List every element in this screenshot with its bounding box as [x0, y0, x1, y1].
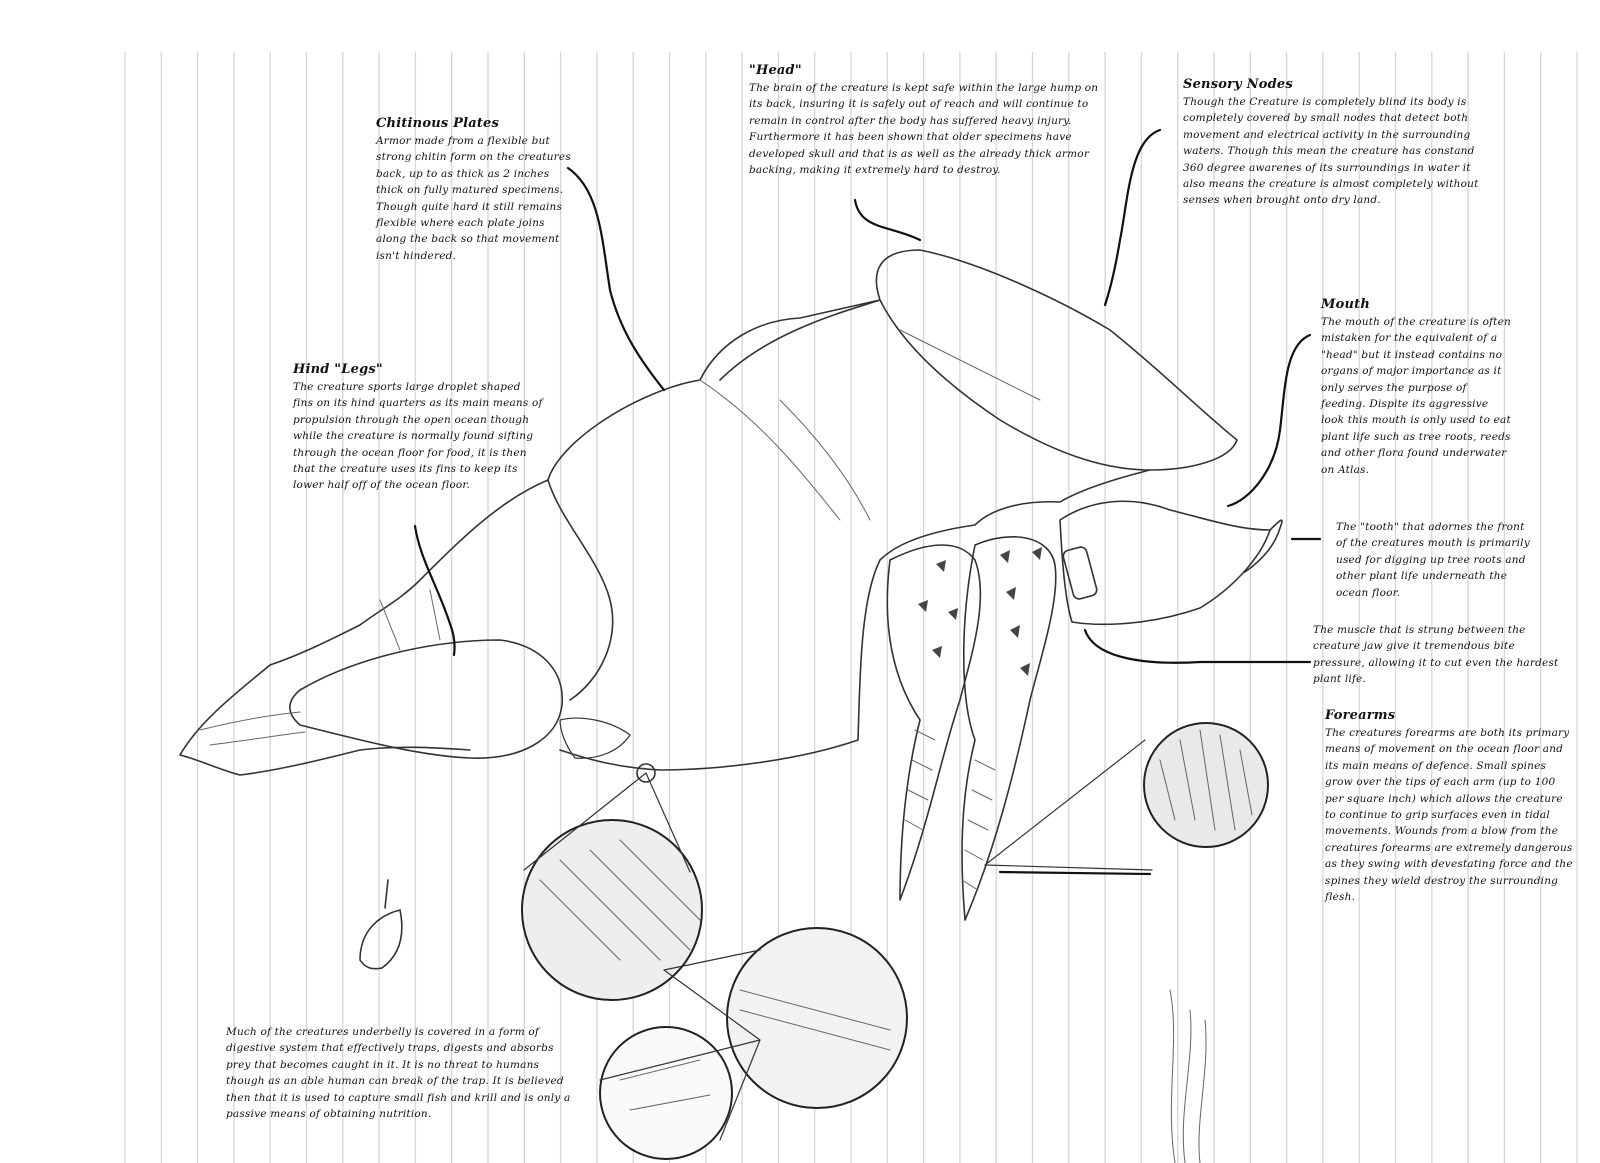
feather-sample	[360, 880, 402, 969]
note-head	[749, 62, 1099, 178]
creature-hump	[720, 300, 1150, 470]
seaweed	[1170, 990, 1206, 1163]
note-mouth	[1321, 296, 1511, 478]
note-jaw-muscle	[1313, 622, 1563, 688]
leader-head	[855, 200, 920, 240]
leader-sensory-nodes	[1105, 130, 1160, 305]
belly-magnified-3	[600, 1027, 732, 1159]
note-hind-legs-body: The creature sports large droplet shaped fins on its hind quarters as its main means of propulsion through the open ocean though while the creature is normally found sifting through the ocean floor for food, it is then that the creature uses its fins to keep its lower half off of the ocean floor.	[293, 381, 543, 492]
note-chitinous-plates	[376, 115, 576, 264]
note-head-body: The brain of the creature is kept safe within the large hump on its back, insuring it is safely out of reach and will continue to remain in control after the body has suffered heavy injury. Furthermore it has been shown that older specimens have developed skull and that is as well as the already thick armor backing, making it extremely hard to destroy.	[749, 82, 1099, 177]
note-forearms	[1325, 707, 1573, 905]
forearm-spine-texture	[905, 730, 995, 890]
note-tooth-body: The "tooth" that adornes the front of the creatures mouth is primarily used for digging up tree roots and other plant life underneath the ocean floor.	[1336, 521, 1530, 599]
note-head-title: "Head"	[749, 63, 802, 78]
note-hind-legs-title: Hind "Legs"	[293, 362, 383, 377]
forearm-spines-magnified	[1144, 723, 1268, 847]
leader-muscle	[1085, 630, 1310, 663]
creature-armor-line	[700, 330, 1040, 520]
hind-fin-droplet	[290, 640, 562, 758]
underbelly-trap	[560, 718, 630, 758]
note-sensory-nodes	[1183, 76, 1483, 209]
creature-back-plate-line	[548, 480, 613, 700]
leader-chitinous-plates	[568, 168, 664, 390]
note-jaw-muscle-body: The muscle that is strung between the creature jaw give it tremendous bite pressure, allowing it to cut even the hardest plant life.	[1313, 624, 1559, 686]
note-underbelly	[226, 1024, 571, 1122]
note-forearms-title: Forearms	[1325, 708, 1396, 723]
note-forearms-body: The creatures forearms are both its primary means of movement on the ocean floor and its main means of defence. Small spines grow over the tips of each arm (up to 100 per square inch) which allows the creature to continue to grip surfaces even in tidal movements. Wounds from a blow from the creatures forearms are extremely dangerous as they swing with devestating force and the spines they wield destroy the surrounding flesh.	[1325, 727, 1573, 904]
creature-body-outline	[548, 250, 1237, 770]
note-sensory-nodes-body: Though the Creature is completely blind its body is completely covered by small nodes that detect both movement and electrical activity in the surrounding waters. Though this mean the creature has constand 360 degree awarenes of its surroundings in water it also means the creature is almost completely without senses when brought onto dry land.	[1183, 96, 1479, 207]
note-chitinous-plates-body: Armor made from a flexible but strong chitin form on the creatures back, up to as thick as 2 inches thick on fully matured specimens. Though quite hard it still remains flexible where each plate joins along the back so that movement isn't hindered.	[376, 135, 571, 262]
mouth-jaw	[1060, 501, 1270, 624]
leader-mouth	[1228, 335, 1310, 506]
leader-hind-legs	[415, 526, 455, 655]
note-mouth-title: Mouth	[1321, 297, 1370, 312]
belly-magnified-2	[727, 928, 907, 1108]
jaw-muscle	[1062, 546, 1098, 601]
leader-forearms	[1000, 872, 1150, 874]
note-underbelly-body: Much of the creatures underbelly is covered in a form of digestive system that effectively traps, digests and absorbs prey that becomes caught in it. It is no threat to humans though as an able human can break of the trap. It is believed then that it is used to capture small fish and krill and is only a passive means of obtaining nutrition.	[226, 1026, 571, 1121]
hind-quarters-outline	[180, 480, 548, 775]
note-chitinous-plates-title: Chitinous Plates	[376, 116, 500, 131]
tail-fin-lines	[200, 590, 440, 745]
note-sensory-nodes-title: Sensory Nodes	[1183, 77, 1293, 92]
note-tooth	[1336, 519, 1536, 601]
note-mouth-body: The mouth of the creature is often mistaken for the equivalent of a "head" but it instead contains no organs of major importance as it only serves the purpose of feeding. Dispite its aggressive look this mouth is only used to eat plant life such as tree roots, reeds and other flora found underwater on Atlas.	[1321, 316, 1511, 476]
belly-magnified-1	[522, 820, 702, 1000]
note-hind-legs	[293, 361, 543, 494]
